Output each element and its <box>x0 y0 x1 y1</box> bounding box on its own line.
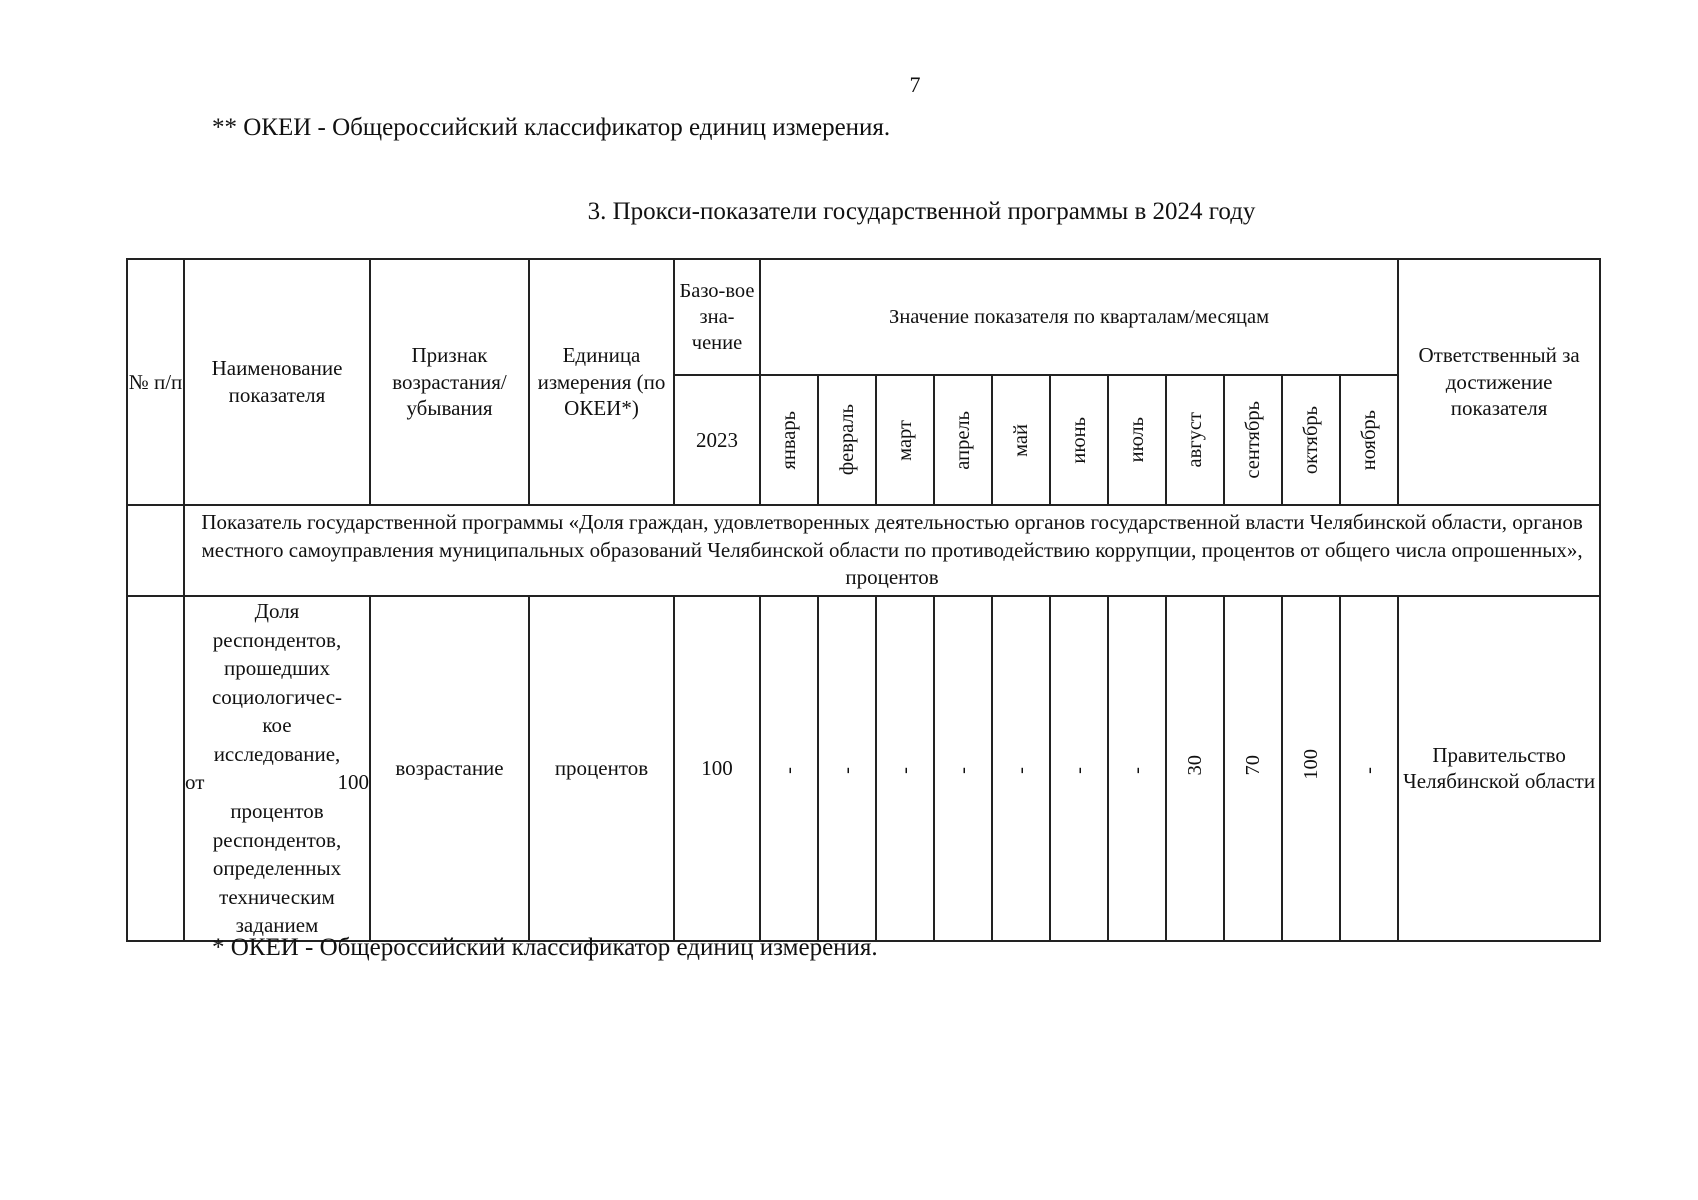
program-indicator-text: Показатель государственной программы «Доля граждан, удовлетворенных деятельностью органов государственной власти Челябинской области, органов местного самоуправления муниципальных образований Челябинской области по противодействию коррупции, процентов от общего числа опрошенных», процентов <box>184 505 1600 596</box>
row-month-value: 70 <box>1224 596 1282 941</box>
header-month-april <box>934 375 992 505</box>
header-num: № п/п <box>127 259 184 505</box>
header-month-may <box>992 375 1050 505</box>
month-label: сентябрь <box>1241 401 1264 479</box>
row-responsible: Правительство Челябинской области <box>1398 596 1600 941</box>
header-row-1 <box>127 259 1600 375</box>
header-month-january <box>760 375 818 505</box>
row-base-value: 100 <box>674 596 760 941</box>
row-month-value: 30 <box>1166 596 1224 941</box>
month-label: октябрь <box>1299 405 1322 475</box>
name-line-justified <box>185 768 369 797</box>
row-month-value: - <box>992 596 1050 941</box>
header-responsible: Ответственный за достижение показателя <box>1398 259 1600 505</box>
header-base: Базо-вое зна-чение <box>674 259 760 375</box>
name-word: 100 <box>337 770 369 795</box>
month-label: февраль <box>835 404 858 476</box>
header-month-june <box>1050 375 1108 505</box>
name-line: респондентов, <box>212 627 342 652</box>
footnote-bottom: * ОКЕИ - Общероссийский классификатор единиц измерения. <box>212 934 878 961</box>
name-line: респондентов, <box>212 827 342 852</box>
month-label: март <box>893 419 916 461</box>
program-indicator-row <box>127 505 1600 596</box>
row-month-value: - <box>934 596 992 941</box>
header-month-october <box>1282 375 1340 505</box>
name-line: Доля <box>254 599 300 624</box>
header-name: Наименование показателя <box>184 259 370 505</box>
name-word: от <box>185 770 205 795</box>
name-line: социологичес- <box>211 684 343 709</box>
row-month-value: - <box>1050 596 1108 941</box>
header-month-august <box>1166 375 1224 505</box>
month-label: май <box>1009 423 1032 457</box>
row-sign: возрастание <box>370 596 529 941</box>
row-month-value: - <box>876 596 934 941</box>
table-row <box>127 596 1600 941</box>
month-label: ноябрь <box>1357 409 1380 471</box>
name-line: прошедших <box>223 656 331 681</box>
row-month-value: - <box>818 596 876 941</box>
month-label: апрель <box>951 410 974 470</box>
header-month-march <box>876 375 934 505</box>
header-month-february <box>818 375 876 505</box>
header-month-september <box>1224 375 1282 505</box>
row-month-value: - <box>1108 596 1166 941</box>
row-num <box>127 596 184 941</box>
header-month-november <box>1340 375 1398 505</box>
name-line: определенных <box>212 856 342 881</box>
row-month-value: 100 <box>1282 596 1340 941</box>
proxy-indicators-table <box>126 258 1601 942</box>
name-line: процентов <box>230 798 324 823</box>
row-unit: процентов <box>529 596 674 941</box>
row-month-value: - <box>1340 596 1398 941</box>
page-number: 7 <box>909 72 921 97</box>
header-month-july <box>1108 375 1166 505</box>
header-base-year: 2023 <box>674 375 760 505</box>
month-label: январь <box>777 410 800 470</box>
program-indicator-num <box>127 505 184 596</box>
name-line: кое <box>262 713 292 738</box>
month-label: июль <box>1125 417 1148 463</box>
name-line: заданием <box>235 913 319 938</box>
footnote-top: ** ОКЕИ - Общероссийский классификатор единиц измерения. <box>212 114 891 141</box>
header-sign: Признак возрастания/ убывания <box>370 259 529 505</box>
row-indicator-name <box>184 596 370 941</box>
month-label: август <box>1183 412 1206 468</box>
name-line: исследование, <box>213 741 341 766</box>
row-month-value: - <box>760 596 818 941</box>
month-label: июнь <box>1067 416 1090 464</box>
name-line: техническим <box>219 884 335 909</box>
header-unit: Единица измерения (по ОКЕИ*) <box>529 259 674 505</box>
header-values-group: Значение показателя по кварталам/месяцам <box>760 259 1398 375</box>
section-title: 3. Прокси-показатели государственной программы в 2024 году <box>587 198 1256 225</box>
